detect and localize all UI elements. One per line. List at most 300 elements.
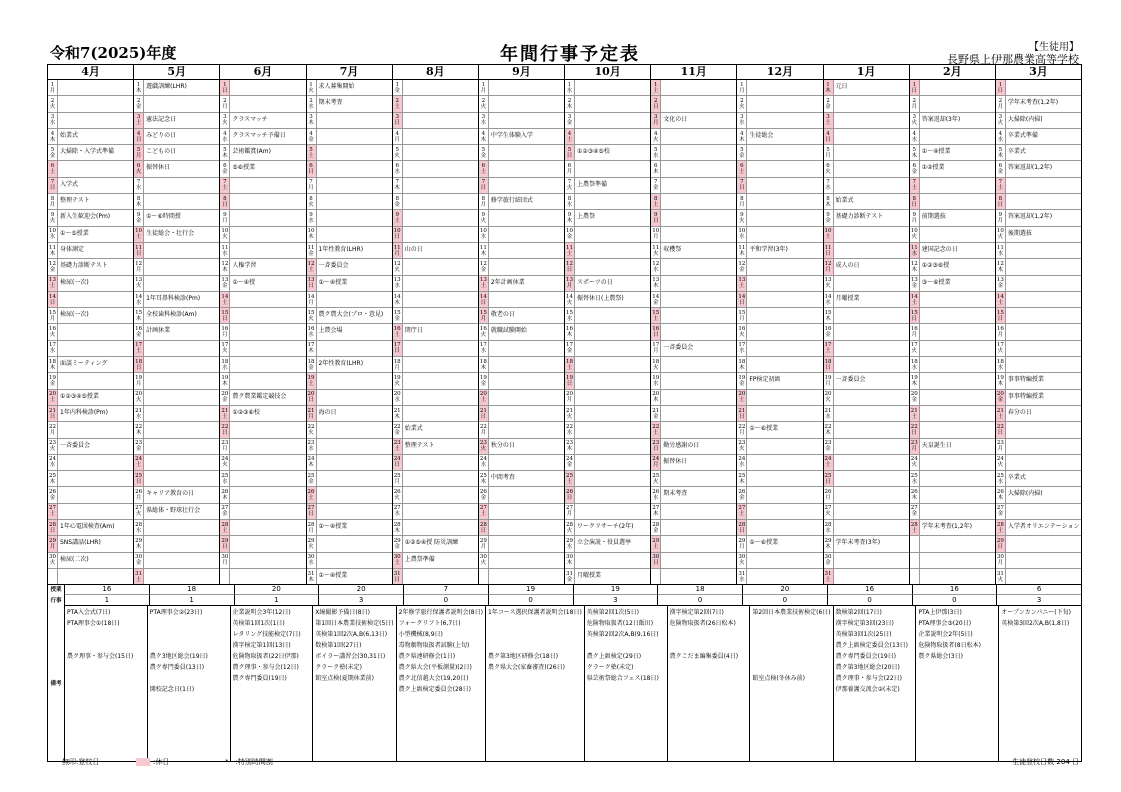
day-row: [824, 259, 909, 275]
day-number: 29 月: [738, 537, 746, 550]
day-number: 16 金: [135, 326, 143, 339]
day-row: [220, 210, 305, 226]
day-row: [48, 324, 133, 340]
day-row: [824, 113, 909, 129]
day-number: 12 木: [910, 260, 918, 273]
day-number: 20 金: [996, 391, 1004, 404]
day-row: [134, 324, 219, 340]
day-number: 19 金: [479, 374, 487, 387]
audience-label: 【生徒用】: [1029, 42, 1079, 53]
day-row: [910, 276, 995, 292]
note-line: 英検第1回2次A,B(6,13日): [315, 631, 388, 638]
day-number: 16 火: [479, 326, 487, 339]
day-row: [996, 210, 1081, 226]
day-event: [834, 145, 909, 160]
day-row: [824, 210, 909, 226]
day-event: 期末考査: [318, 99, 343, 107]
day-row: [737, 161, 822, 177]
month-column: [565, 65, 651, 584]
day-event: [920, 357, 995, 372]
day-event: [661, 520, 736, 535]
day-row: [651, 259, 736, 275]
day-number: 25 金: [307, 472, 315, 485]
day-number: 29 日: [996, 537, 1004, 550]
day-number: 17 水: [49, 342, 56, 355]
day-row: [220, 194, 305, 210]
day-number: 8 木: [134, 194, 144, 209]
day-number: 18 水: [221, 358, 229, 371]
day-event: 2年性教育(LHR): [318, 360, 364, 368]
day-number: 2 金: [824, 96, 834, 111]
day-event: 期末考査: [663, 490, 688, 498]
day-event: [920, 341, 995, 356]
day-row: [134, 113, 219, 129]
day-event: [575, 113, 650, 128]
day-event: ワークリサーチ(2年): [577, 523, 634, 531]
summary-table: [47, 585, 1082, 762]
day-number: 17 火: [221, 342, 229, 355]
month-notes: [916, 606, 999, 761]
day-number: 15 水: [566, 309, 574, 322]
day-event: [747, 259, 822, 274]
note-line: 農ク3地区総会(19日): [149, 653, 208, 660]
day-event: 大掃除(内掃): [1007, 115, 1043, 123]
day-row: [651, 161, 736, 177]
day-row: [220, 520, 305, 536]
holiday-swatch: [136, 758, 150, 766]
day-number: 18 火: [652, 358, 660, 371]
day-number: 7 日: [737, 178, 747, 193]
day-row: [651, 324, 736, 340]
day-row: [565, 390, 650, 406]
day-number: 24 日: [393, 456, 401, 469]
day-event: [317, 487, 392, 502]
day-number: 24 土: [135, 456, 143, 469]
day-row: [651, 357, 736, 373]
month-notes: [397, 606, 486, 761]
day-row: [565, 308, 650, 324]
day-number: 28 金: [652, 521, 660, 534]
day-event: [747, 210, 822, 225]
day-number: 14 火: [566, 293, 574, 306]
day-row: [48, 390, 133, 406]
day-row: [220, 308, 305, 324]
day-row: [737, 455, 822, 471]
day-event: 勤労感謝の日: [663, 441, 700, 449]
day-event: [920, 422, 995, 437]
day-row: [479, 96, 564, 112]
day-number: 16 土: [393, 326, 401, 339]
day-event: [58, 504, 133, 519]
note-line: 英検第1回1次(1日): [232, 620, 285, 627]
day-event: 検尿(一次): [60, 278, 89, 286]
day-event: [317, 390, 392, 405]
day-number: 16 月: [221, 326, 229, 339]
day-number: 30 月: [221, 554, 229, 567]
day-number: 18 木: [49, 358, 56, 371]
note-line: [752, 640, 830, 651]
day-row: [134, 357, 219, 373]
note-line: [587, 640, 665, 651]
day-number: 22 日: [221, 423, 229, 436]
day-event: 検尿(一次): [60, 311, 89, 319]
day-event: [144, 569, 219, 584]
day-row: [824, 161, 909, 177]
day-row: [824, 373, 909, 389]
day-row: [565, 455, 650, 471]
day-row: [479, 471, 564, 487]
day-event: [747, 455, 822, 470]
day-row: [651, 422, 736, 438]
day-number: 18 金: [307, 358, 315, 371]
day-number: 5 金: [737, 145, 747, 160]
day-row: [996, 324, 1081, 340]
day-number: 18 土: [566, 358, 574, 371]
day-event: [230, 243, 305, 258]
day-event: 立会演説・役員選挙: [577, 539, 632, 547]
day-row: [996, 145, 1081, 161]
day-event: [1006, 276, 1081, 291]
day-event: 答案返却(3年): [921, 115, 961, 123]
day-row: [479, 129, 564, 145]
day-row: [824, 406, 909, 422]
day-number: 8 金: [393, 194, 403, 209]
day-row: [565, 243, 650, 259]
day-event: [575, 161, 650, 176]
day-row: [393, 439, 478, 455]
day-event: [1006, 292, 1081, 307]
day-event: [489, 178, 564, 193]
day-event: [747, 520, 822, 535]
day-row: [651, 439, 736, 455]
day-number: 1 木: [824, 80, 834, 95]
day-event: [144, 455, 219, 470]
day-event: [1006, 553, 1081, 568]
day-number: [910, 569, 920, 584]
day-number: 7 土: [910, 178, 920, 193]
day-number: 26 月: [135, 489, 143, 502]
month-header: 10月: [565, 65, 650, 80]
day-row: [824, 80, 909, 96]
day-number: 31 金: [566, 570, 574, 583]
day-row: [651, 487, 736, 503]
day-number: 5 土: [307, 145, 317, 160]
day-number: 21 水: [135, 407, 143, 420]
event-day-count: 3: [574, 595, 659, 606]
day-number: 28 日: [479, 521, 487, 534]
day-row: [134, 145, 219, 161]
day-event: 学年末考査(3年): [835, 539, 881, 547]
month-header: 2月: [910, 65, 995, 80]
day-event: [834, 227, 909, 242]
day-event: [747, 227, 822, 242]
day-event: 敬老の日: [490, 311, 515, 319]
day-number: 29 月: [49, 537, 56, 550]
day-event: ③〜⑥授業: [921, 278, 951, 286]
day-number: 9 土: [393, 210, 403, 225]
day-number: 9 火: [479, 210, 489, 225]
day-event: [489, 487, 564, 502]
day-event: 入学式: [60, 180, 79, 188]
day-number: 14 土: [996, 293, 1004, 306]
day-number: 17 水: [738, 342, 746, 355]
day-number: 3 火: [996, 113, 1006, 128]
day-number: 16 火: [49, 326, 56, 339]
day-event: [834, 161, 909, 176]
day-row: [737, 536, 822, 552]
day-row: [48, 145, 133, 161]
day-row: [651, 178, 736, 194]
day-number: 27 土: [738, 505, 746, 518]
day-event: ①②③④⑤校: [577, 148, 610, 156]
day-event: 秋分の日: [490, 441, 515, 449]
day-row: [479, 243, 564, 259]
day-row: [134, 80, 219, 96]
day-event: [575, 357, 650, 372]
day-number: 23 木: [566, 440, 574, 453]
day-row: [737, 471, 822, 487]
day-row: [479, 308, 564, 324]
day-number: 11 月: [393, 244, 401, 257]
day-number: 20 土: [479, 391, 487, 404]
day-event: [489, 455, 564, 470]
day-number: 12 金: [49, 260, 56, 273]
day-row: [565, 259, 650, 275]
day-event: [230, 487, 305, 502]
day-row: [737, 553, 822, 569]
day-number: 21 土: [996, 407, 1004, 420]
day-number: 4 水: [910, 129, 920, 144]
page-title: 年間行事予定表: [500, 44, 640, 65]
day-number: 13 土: [738, 277, 746, 290]
day-event: 事事特編授業: [1007, 376, 1044, 384]
day-row: [393, 129, 478, 145]
day-number: 6 金: [996, 161, 1006, 176]
day-event: [1006, 569, 1081, 584]
day-row: [307, 341, 392, 357]
day-event: [747, 178, 822, 193]
day-number: 2 日: [651, 96, 661, 111]
day-row: [307, 129, 392, 145]
day-number: 1 月: [479, 80, 489, 95]
day-event: [230, 553, 305, 568]
note-line: 漢字検定第2回(7日): [669, 609, 724, 616]
day-row: [307, 243, 392, 259]
day-event: 一斉委員会: [60, 441, 91, 449]
day-number: 27 水: [393, 505, 401, 518]
day-row: [134, 161, 219, 177]
day-number: 9 月: [910, 210, 920, 225]
day-row: [910, 243, 995, 259]
day-number: 6 月: [565, 161, 575, 176]
day-row: [565, 161, 650, 177]
day-event: 海の日: [318, 408, 337, 416]
day-row: [479, 80, 564, 96]
day-row: [479, 373, 564, 389]
event-day-count: 0: [489, 595, 574, 606]
day-row: [307, 145, 392, 161]
day-number: 5 月: [134, 145, 144, 160]
day-event: [144, 96, 219, 111]
day-number: 1 月: [48, 80, 58, 95]
day-number: 13 金: [221, 277, 229, 290]
day-event: [317, 422, 392, 437]
day-row: [220, 129, 305, 145]
day-event: [575, 553, 650, 568]
day-row: [565, 96, 650, 112]
day-event: 芸術鑑賞(Am): [232, 148, 271, 156]
day-event: [747, 80, 822, 95]
legend-special: * :特別時間割: [225, 758, 273, 766]
day-event: [1006, 194, 1081, 209]
note-line: 農ク第3地区研修会(18日): [487, 653, 559, 660]
day-number: 8 日: [220, 194, 230, 209]
day-row: [220, 113, 305, 129]
day-row: [910, 308, 995, 324]
day-event: [144, 471, 219, 486]
day-row: [220, 569, 305, 584]
day-number: 19 土: [307, 374, 315, 387]
event-days-label: 行事: [48, 595, 65, 606]
day-number: 14 土: [910, 293, 918, 306]
day-row: [996, 520, 1081, 536]
day-number: 21 日: [49, 407, 56, 420]
day-event: [144, 259, 219, 274]
day-event: [1006, 422, 1081, 437]
day-event: [317, 455, 392, 470]
day-event: [230, 504, 305, 519]
day-number: 19 金: [49, 374, 56, 387]
day-event: 一斉委員会: [835, 376, 866, 384]
day-row: [565, 536, 650, 552]
day-number: 24 土: [824, 456, 832, 469]
day-event: [920, 308, 995, 323]
month-column: [651, 65, 737, 584]
month-header: 12月: [737, 65, 822, 80]
day-row: [220, 178, 305, 194]
day-event: クラスマッチ: [232, 115, 268, 123]
note-line: PTA理事会①(18日): [67, 620, 120, 627]
day-row: [737, 194, 822, 210]
day-number: 13 水: [393, 277, 401, 290]
day-row: [479, 227, 564, 243]
note-line: 農ク県総会(3日): [918, 653, 963, 660]
day-event: 全校歯科検診(Am): [146, 311, 197, 319]
day-event: [920, 504, 995, 519]
day-event: 卒業式準備: [1007, 131, 1038, 139]
day-number: 22 月: [479, 423, 487, 436]
day-number: 23 日: [652, 440, 660, 453]
day-event: [403, 161, 478, 176]
day-number: 29 火: [307, 537, 315, 550]
day-number: 3 火: [910, 113, 920, 128]
day-event: 整理テスト: [404, 441, 435, 449]
day-event: [230, 536, 305, 551]
day-number: 24 火: [221, 456, 229, 469]
day-event: [403, 520, 478, 535]
day-event: [661, 406, 736, 421]
day-number: 8 月: [737, 194, 747, 209]
day-number: 6 木: [651, 161, 661, 176]
day-event: [661, 390, 736, 405]
note-line: [752, 629, 830, 640]
month-column: [996, 65, 1081, 584]
day-number: 15 金: [393, 309, 401, 322]
day-event: クラスマッチ予備日: [232, 131, 286, 139]
day-event: [920, 80, 995, 95]
day-number: 23 火: [479, 440, 487, 453]
day-number: 16 水: [307, 326, 315, 339]
day-event: [834, 276, 909, 291]
day-row: [134, 96, 219, 112]
note-line: 農ク理事・参与会(15日): [67, 653, 134, 660]
note-line: 毒物劇物取扱者試験(上旬): [398, 642, 470, 649]
day-row: [737, 569, 822, 584]
day-row: [393, 471, 478, 487]
note-line: 県芸術祭総合フェス(18日): [586, 675, 659, 682]
day-number: 9 月: [220, 210, 230, 225]
day-row: [824, 341, 909, 357]
day-number: 8 日: [910, 194, 920, 209]
day-row: [479, 145, 564, 161]
day-row: [824, 439, 909, 455]
day-number: 13 金: [910, 277, 918, 290]
day-event: [747, 341, 822, 356]
day-row: [651, 406, 736, 422]
day-number: 4 日: [134, 129, 144, 144]
note-line: 農ク専門委員(13日): [149, 664, 205, 671]
day-row: [910, 292, 995, 308]
day-row: [996, 129, 1081, 145]
day-row: [307, 308, 392, 324]
event-day-count: 0: [743, 595, 828, 606]
day-number: 3 火: [220, 113, 230, 128]
day-event: SNS講話(LHR): [60, 539, 101, 547]
day-number: 9 火: [737, 210, 747, 225]
day-event: [575, 129, 650, 144]
day-event: ①〜⑥時間授: [146, 213, 181, 221]
day-row: [134, 341, 219, 357]
day-row: [737, 487, 822, 503]
day-event: [230, 373, 305, 388]
day-row: [307, 178, 392, 194]
day-event: 天皇誕生日: [921, 441, 952, 449]
day-number: 30 月: [996, 554, 1004, 567]
day-number: 9 火: [48, 210, 58, 225]
day-row: [307, 210, 392, 226]
day-number: 16 火: [738, 326, 746, 339]
day-event: [747, 292, 822, 307]
day-number: 19 火: [393, 374, 401, 387]
day-row: [737, 145, 822, 161]
note-line: [150, 618, 228, 629]
day-row: [996, 504, 1081, 520]
day-row: [651, 520, 736, 536]
calendar-grid: [47, 64, 1082, 585]
day-row: [134, 536, 219, 552]
note-line: [670, 629, 748, 640]
day-event: [834, 341, 909, 356]
month-column: [910, 65, 996, 584]
day-number: 8 木: [824, 194, 834, 209]
day-number: 17 木: [307, 342, 315, 355]
day-number: 22 木: [824, 423, 832, 436]
day-event: 月曜授業: [835, 294, 860, 302]
day-row: [220, 422, 305, 438]
day-row: [651, 390, 736, 406]
day-row: [48, 553, 133, 569]
day-event: [661, 145, 736, 160]
